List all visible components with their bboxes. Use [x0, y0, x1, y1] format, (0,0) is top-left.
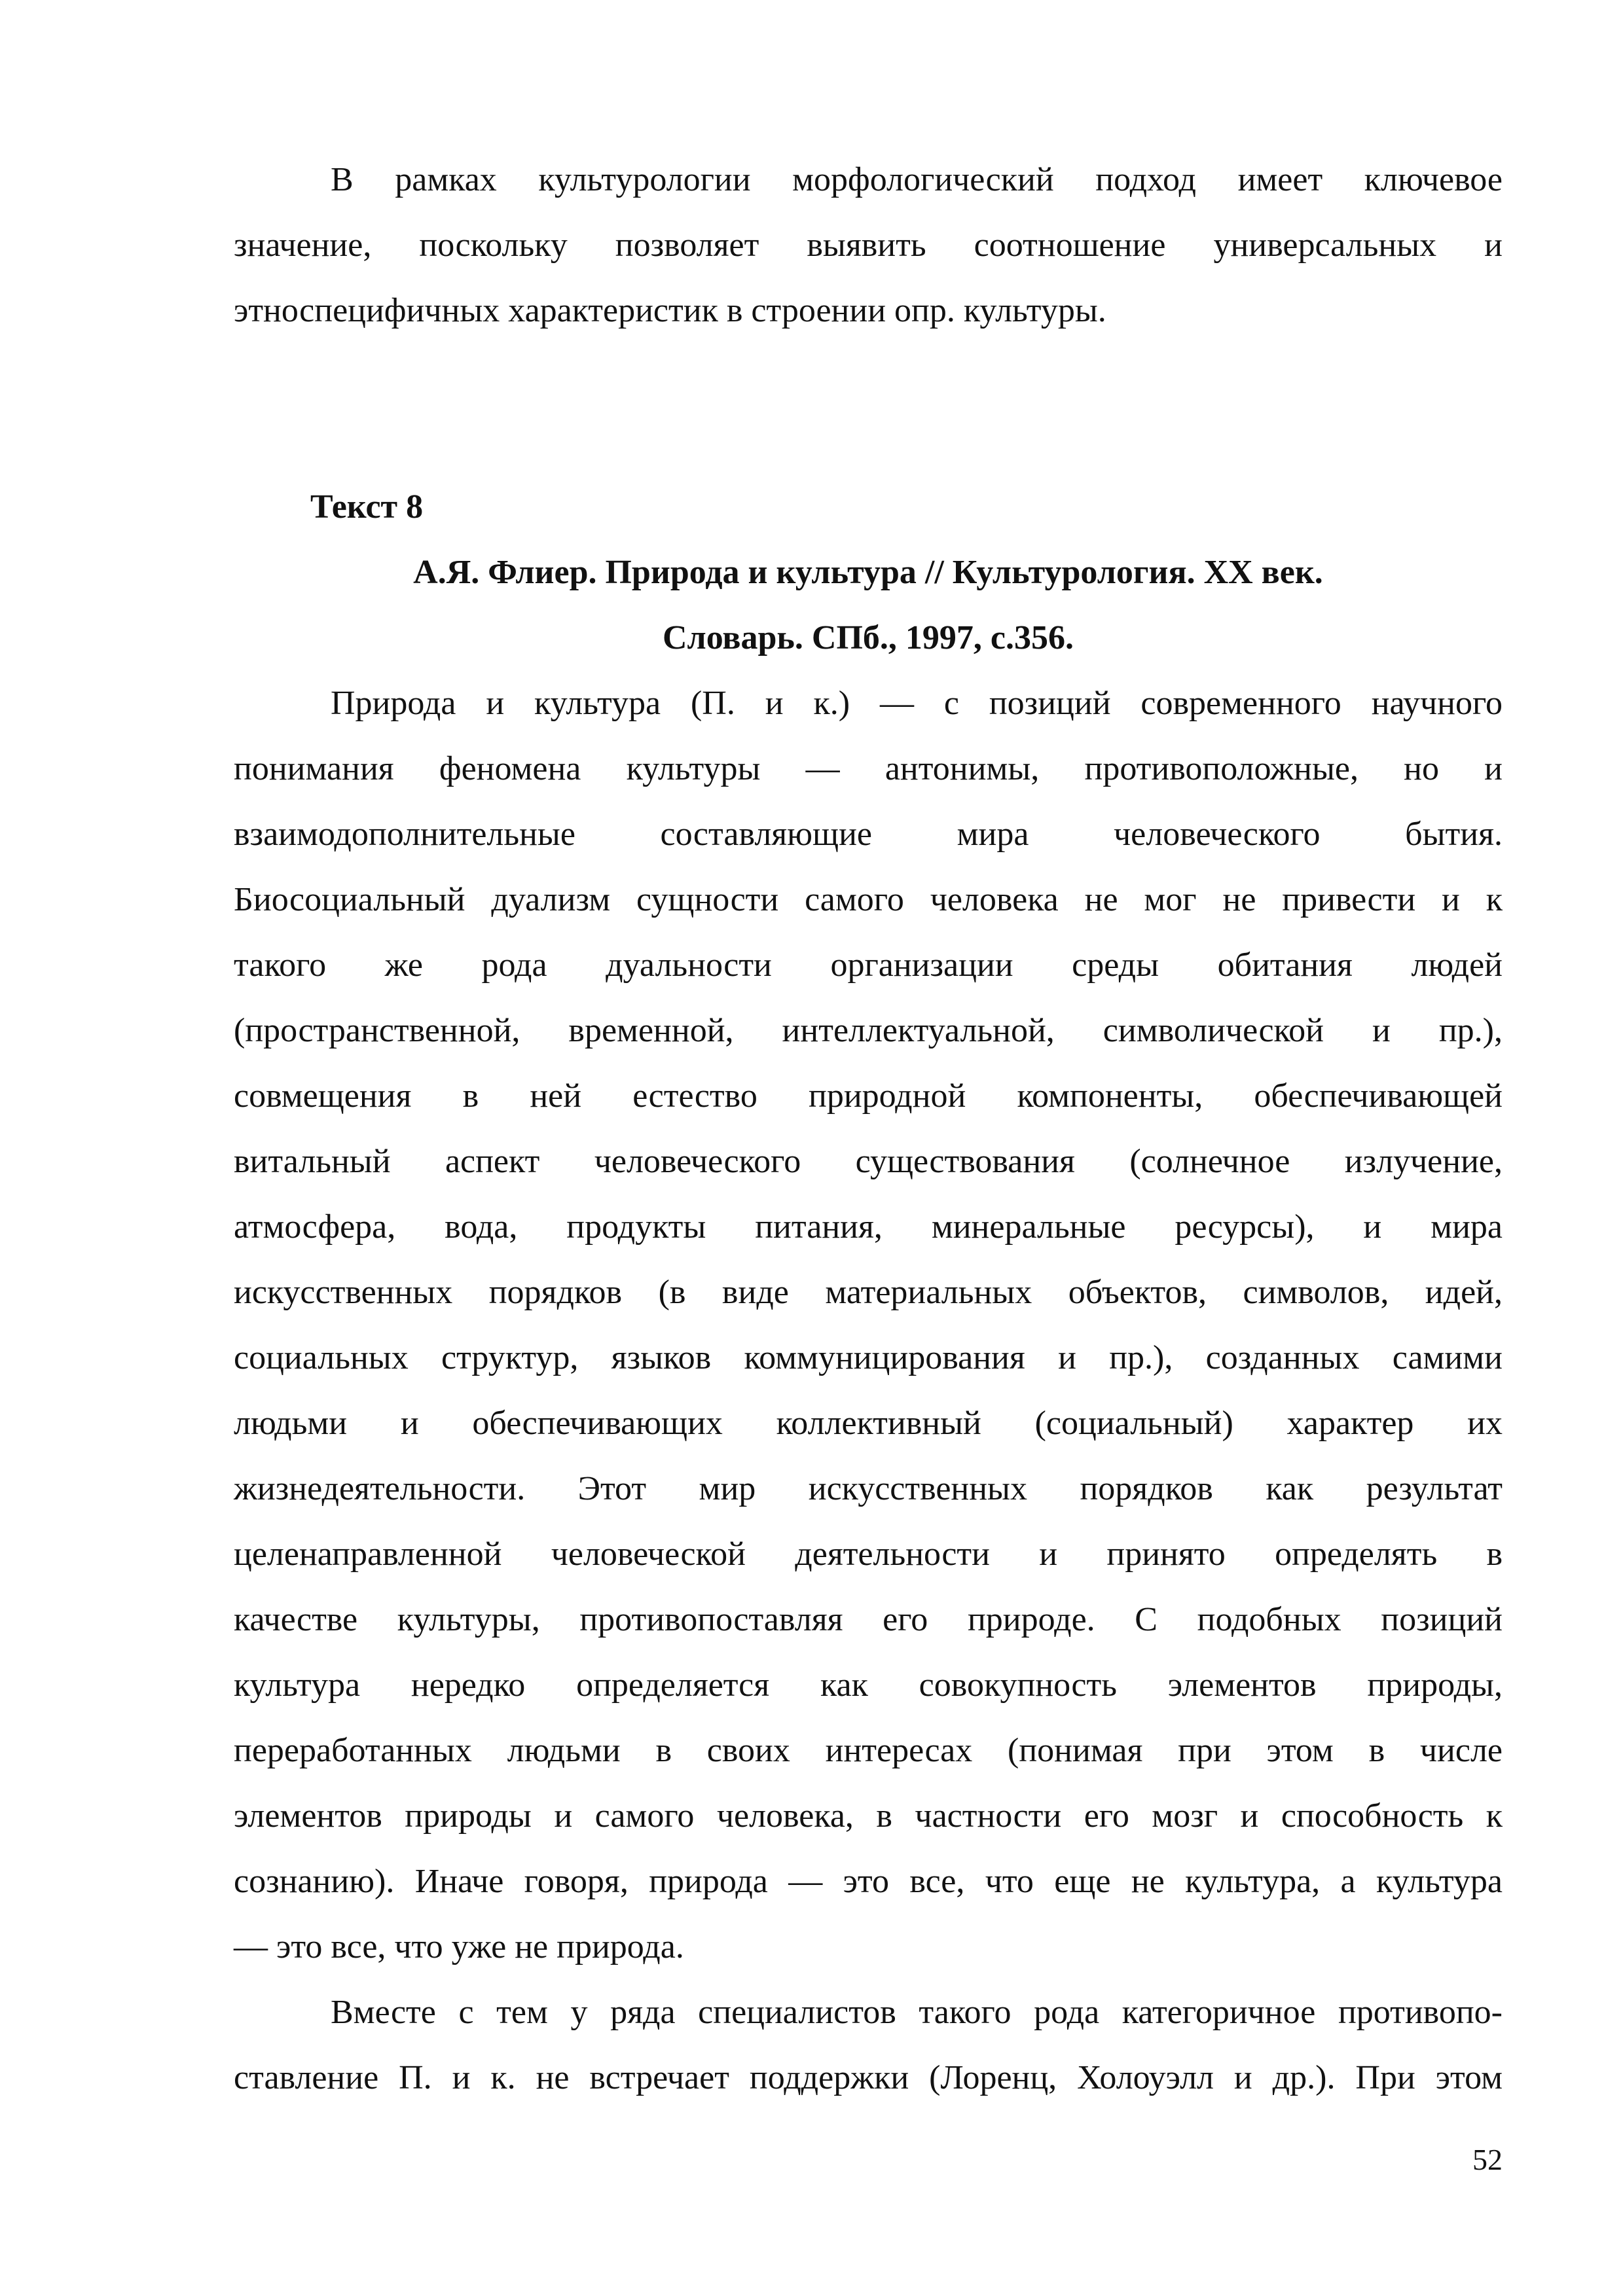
intro-line-1: В рамках культурологии морфологический подход имеет ключевое	[331, 161, 1503, 198]
paragraph-line: людьми и обеспечивающих коллективный (социальный) характер их	[234, 1405, 1503, 1442]
section-label: Текст 8	[310, 488, 424, 526]
paragraph-line: Биосоциальный дуализм сущности самого человека не мог не привести и к	[234, 881, 1503, 918]
intro-line-3: этноспецифичных характеристик в строении опр. культуры.	[234, 292, 1106, 329]
paragraph-line: (пространственной, временной, интеллектуальной, символической и пр.),	[234, 1012, 1503, 1049]
paragraph-line: социальных структур, языков коммуницирования и пр.), созданных самими	[234, 1339, 1503, 1376]
paragraph-line: целенаправленной человеческой деятельности и принято определять в	[234, 1535, 1503, 1573]
citation-line-1: А.Я. Флиер. Природа и культура // Культурология. XX век.	[413, 554, 1323, 591]
paragraph-line: культура нередко определяется как совокупность элементов природы,	[234, 1666, 1503, 1704]
paragraph-line: переработанных людьми в своих интересах (понимая при этом в числе	[234, 1732, 1503, 1769]
paragraph-line: Вместе с тем у ряда специалистов такого рода категоричное противопо-	[331, 1994, 1503, 2031]
paragraph-line: жизнедеятельности. Этот мир искусственных порядков как результат	[234, 1470, 1503, 1507]
paragraph-line: искусственных порядков (в виде материальных объектов, символов, идей,	[234, 1274, 1503, 1311]
paragraph-line: совмещения в ней естество природной компоненты, обеспечивающей	[234, 1077, 1503, 1115]
paragraph-line: взаимодополнительные составляющие мира человеческого бытия.	[234, 816, 1503, 853]
paragraph-line: сознанию). Иначе говоря, природа — это все, что еще не культура, а культура	[234, 1863, 1503, 1900]
paragraph-line: качестве культуры, противопоставляя его природе. С подобных позиций	[234, 1601, 1503, 1638]
page-number: 52	[1472, 2143, 1503, 2176]
citation-line-2: Словарь. СПб., 1997, с.356.	[662, 619, 1074, 656]
paragraph-line: — это все, что уже не природа.	[234, 1928, 684, 1965]
paragraph-line: Природа и культура (П. и к.) — с позиций современного научного	[331, 685, 1503, 722]
paragraph-line: ставление П. и к. не встречает поддержки (Лоренц, Холоуэлл и др.). При этом	[234, 2059, 1503, 2096]
paragraph-line: атмосфера, вода, продукты питания, минеральные ресурсы), и мира	[234, 1208, 1503, 1246]
paragraph-line: такого же рода дуальности организации среды обитания людей	[234, 946, 1503, 984]
paragraph-line: элементов природы и самого человека, в частности его мозг и способность к	[234, 1797, 1503, 1835]
paragraph-line: витальный аспект человеческого существования (солнечное излучение,	[234, 1143, 1503, 1180]
paragraph-line: понимания феномена культуры — антонимы, противоположные, но и	[234, 750, 1503, 787]
intro-line-2: значение, поскольку позволяет выявить соотношение универсальных и	[234, 226, 1503, 264]
